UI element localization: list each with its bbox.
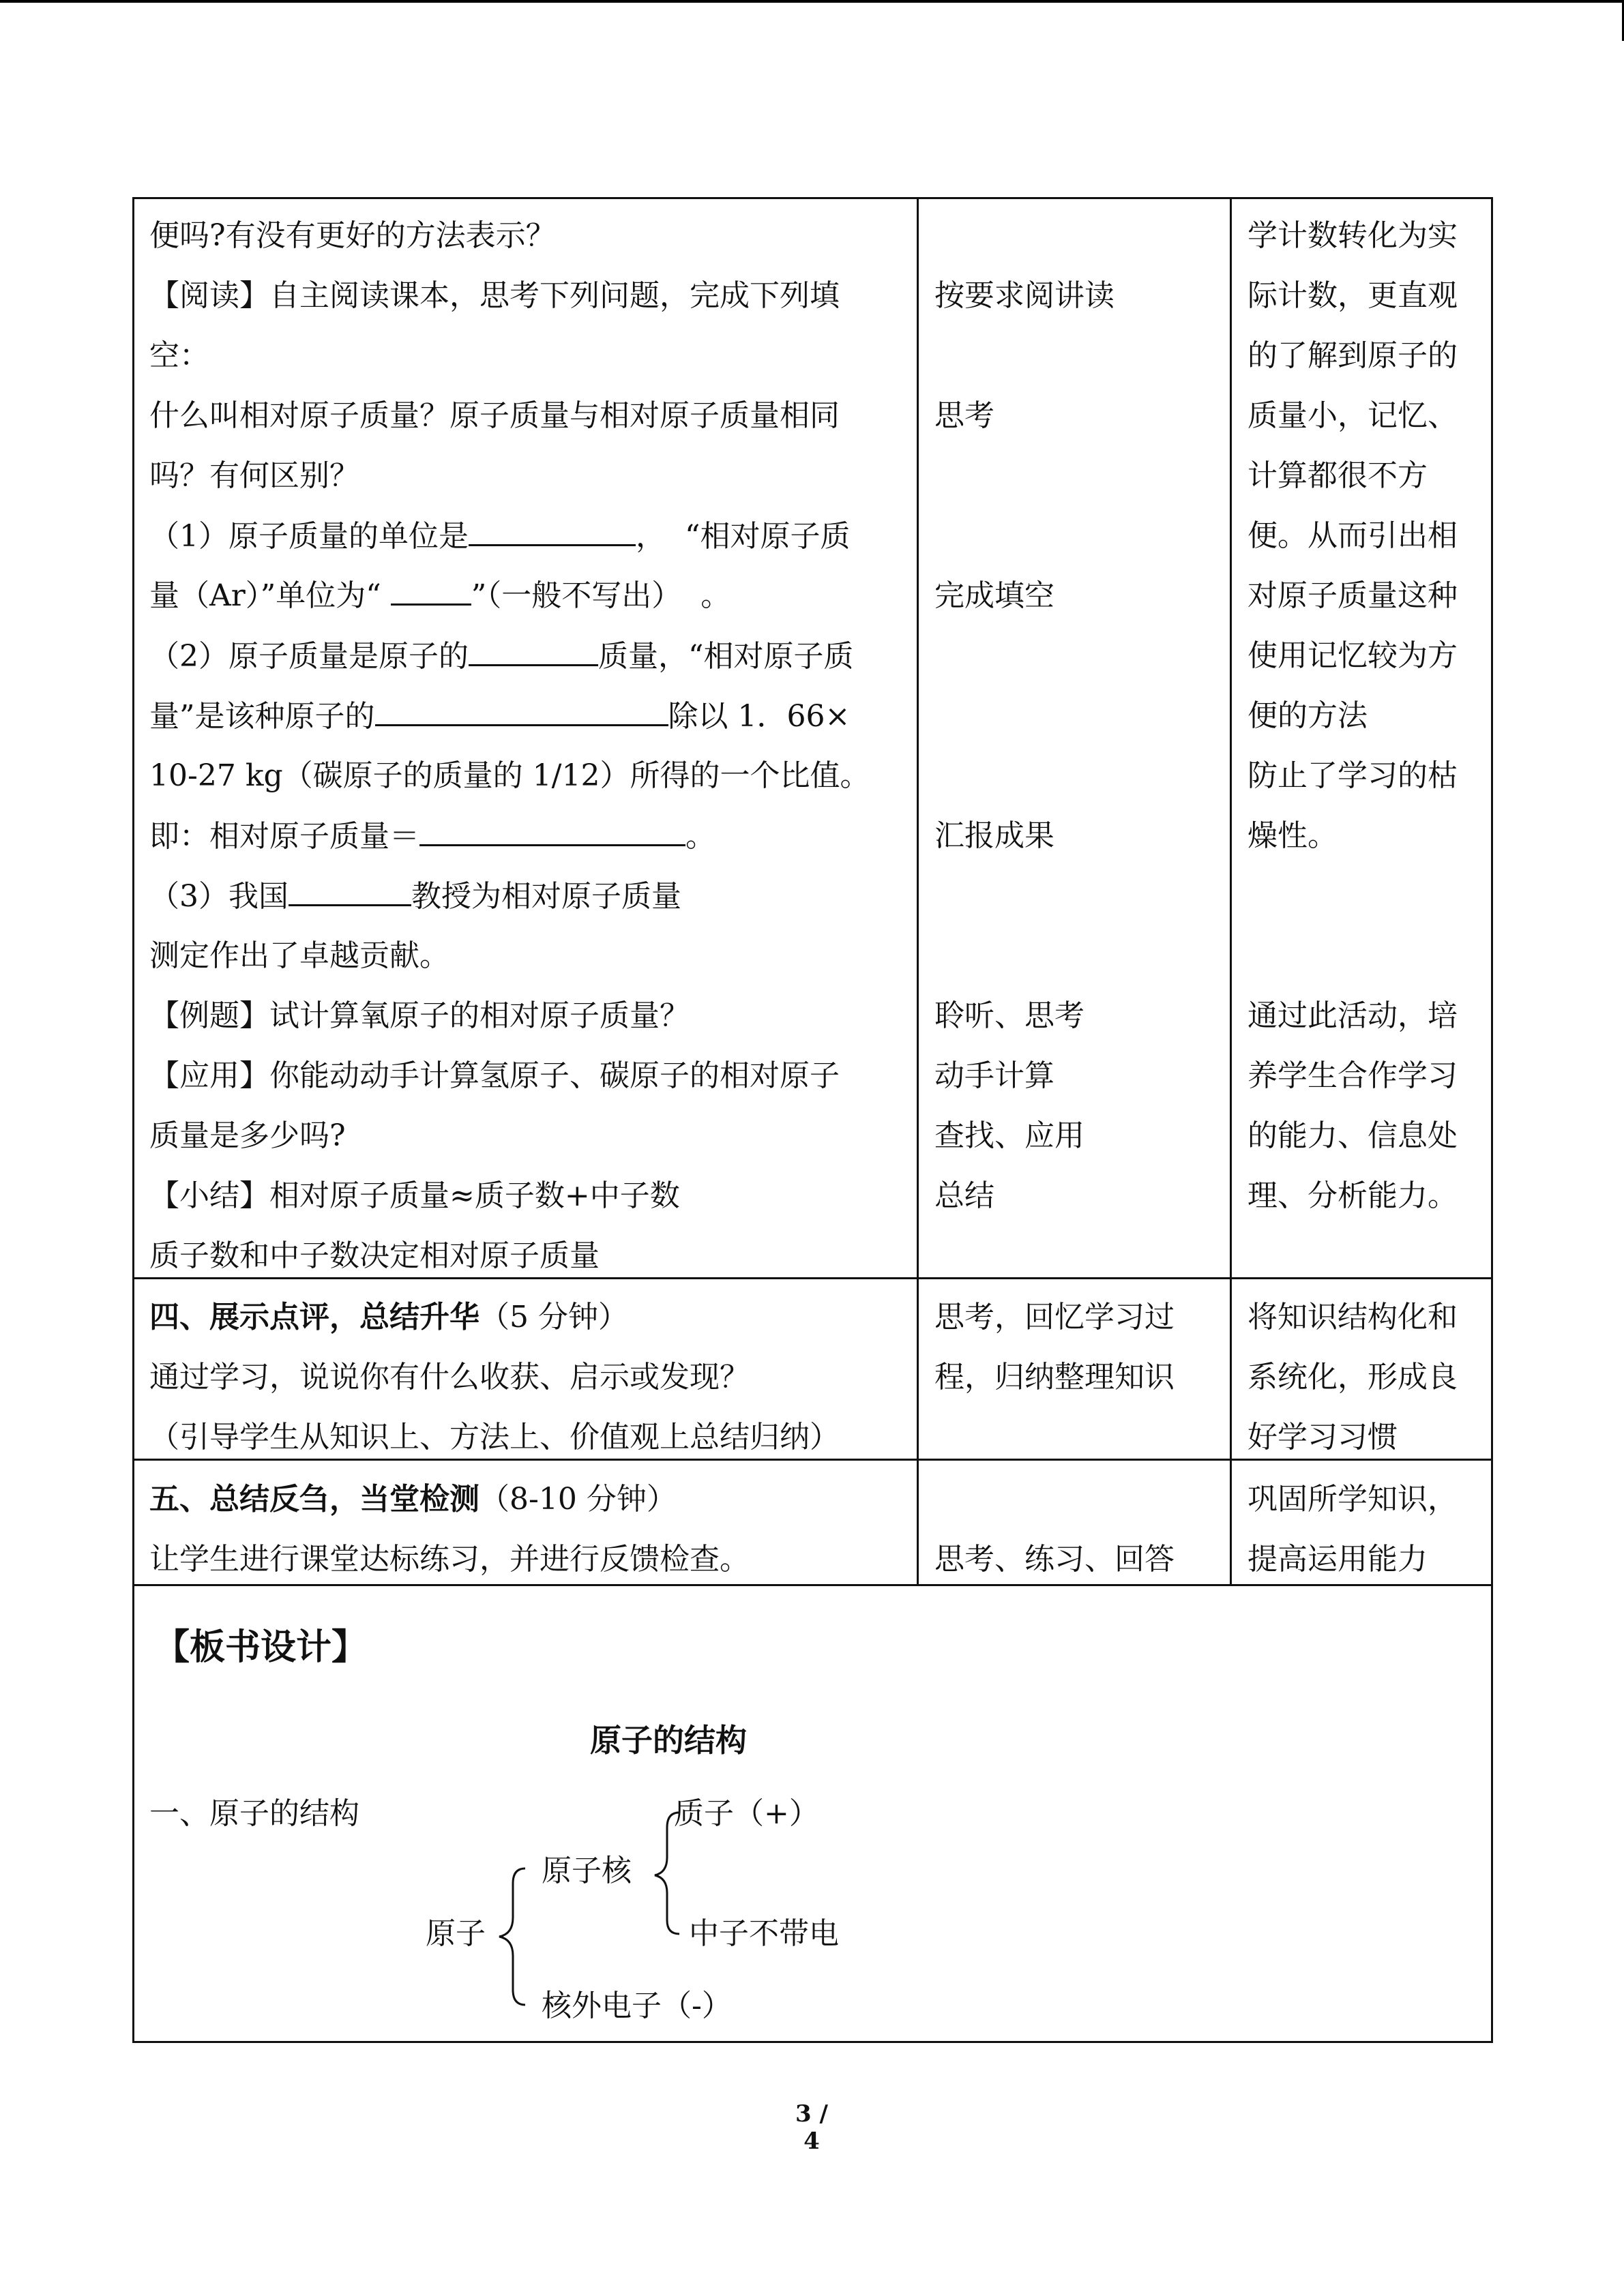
nucleus-brace	[655, 1813, 679, 1934]
text-line: 思考、练习、回答	[934, 1542, 1175, 1577]
heading-time: （8-10 分钟）	[479, 1482, 677, 1517]
text-segment: 。	[685, 819, 715, 854]
text-line: 计算都很不方	[1247, 458, 1428, 493]
board-title: 【板书设计】	[154, 1626, 368, 1668]
text-line: 理、分析能力。	[1247, 1178, 1458, 1213]
text-line: 空：	[149, 338, 209, 373]
text-line: 通过学习，说说你有什么收获、启示或发现？	[149, 1360, 750, 1395]
text-line: 对原子质量这种	[1247, 578, 1458, 613]
text-line: 思考	[934, 398, 994, 433]
text-line: 好学习习惯	[1247, 1420, 1398, 1455]
text-line: 动手计算	[934, 1058, 1054, 1093]
atom-label: 原子	[426, 1916, 486, 1951]
text-line: 【阅读】自主阅读课本，思考下列问题，完成下列填	[149, 278, 840, 313]
heading-text: 五、总结反刍，当堂检测	[149, 1482, 479, 1517]
text-segment: （3）我国	[149, 879, 289, 914]
text-line: 质量是多少吗?	[149, 1118, 346, 1153]
text-line: 吗？有何区别？	[149, 458, 359, 493]
text-line: 学计数转化为实	[1247, 218, 1458, 253]
text-line: 燥性。	[1247, 818, 1338, 853]
text-line: 【应用】你能动动手计算氢原子、碳原子的相对原子	[149, 1058, 840, 1093]
text-segment: 质量，“相对原子质	[598, 639, 854, 674]
heading-text: 四、展示点评，总结升华	[149, 1300, 479, 1335]
text-line: 程，归纳整理知识	[934, 1360, 1175, 1395]
text-line: 质子数和中子数决定相对原子质量	[149, 1238, 600, 1273]
text-line: 总结	[934, 1178, 994, 1213]
text-line: 10-27 kg（碳原子的质量的 1/12）所得的一个比值。	[149, 758, 870, 793]
text-line: 提高运用能力	[1247, 1542, 1428, 1577]
text-line: 巩固所学知识，	[1247, 1482, 1458, 1517]
text-line: 将知识结构化和	[1247, 1300, 1458, 1335]
structure-title: 原子的结构	[590, 1722, 747, 1759]
text-segment: ”（一般不写出） 。	[471, 578, 731, 613]
text-line: 的了解到原子的	[1247, 338, 1458, 373]
text-line: 的能力、信息处	[1247, 1118, 1458, 1153]
text-line: （引导学生从知识上、方法上、价值观上总结归纳）	[149, 1420, 840, 1455]
neutron-label: 中子不带电	[689, 1916, 839, 1951]
text-segment: 量”是该种原子的	[149, 699, 375, 734]
text-line: 质量小，记忆、	[1247, 398, 1458, 433]
text-line: 汇报成果	[934, 818, 1054, 853]
text-line: 思考，回忆学习过	[934, 1300, 1175, 1335]
text-line: 测定作出了卓越贡献。	[149, 938, 449, 973]
text-line: 让学生进行课堂达标练习，并进行反馈检查。	[149, 1542, 750, 1577]
structure-section-label: 一、原子的结构	[149, 1796, 359, 1831]
text-line: 完成填空	[934, 578, 1054, 613]
proton-label: 质子（+）	[674, 1796, 819, 1831]
text-line: 系统化，形成良	[1247, 1360, 1458, 1395]
text-line: 便吗?有没有更好的方法表示？	[149, 218, 556, 253]
text-segment: 量（Ar）”单位为“	[149, 578, 391, 613]
electron-label: 核外电子（-）	[542, 1988, 732, 2023]
text-segment: 除以 1．66×	[668, 699, 851, 734]
text-line: 什么叫相对原子质量？原子质量与相对原子质量相同	[149, 398, 840, 433]
nucleus-label: 原子核	[542, 1853, 632, 1888]
text-segment: （2）原子质量是原子的	[149, 639, 469, 674]
text-line: 通过此活动，培	[1247, 998, 1458, 1033]
text-line: 便。从而引出相	[1247, 518, 1458, 553]
text-segment: ， “相对原子质	[636, 519, 851, 554]
text-line: 防止了学习的枯	[1247, 758, 1458, 793]
text-line: 使用记忆较为方	[1247, 638, 1458, 673]
text-line: 【例题】试计算氧原子的相对原子质量？	[149, 998, 690, 1033]
text-line: 查找、应用	[934, 1118, 1084, 1153]
text-line: 养学生合作学习	[1247, 1058, 1458, 1093]
atom-brace	[499, 1868, 525, 2005]
text-segment: （1）原子质量的单位是	[149, 519, 469, 554]
page-number: 3 / 4	[795, 2100, 828, 2155]
text-line: 【小结】相对原子质量≈质子数+中子数	[149, 1178, 680, 1213]
text-line: 际计数，更直观	[1247, 278, 1458, 313]
text-line: 便的方法	[1247, 698, 1368, 733]
text-segment: 教授为相对原子质量	[411, 879, 681, 914]
text-line: 按要求阅讲读	[934, 278, 1114, 313]
text-segment: 即：相对原子质量＝	[149, 819, 419, 854]
text-line: 聆听、思考	[934, 998, 1084, 1033]
heading-time: （5 分钟）	[479, 1300, 628, 1335]
